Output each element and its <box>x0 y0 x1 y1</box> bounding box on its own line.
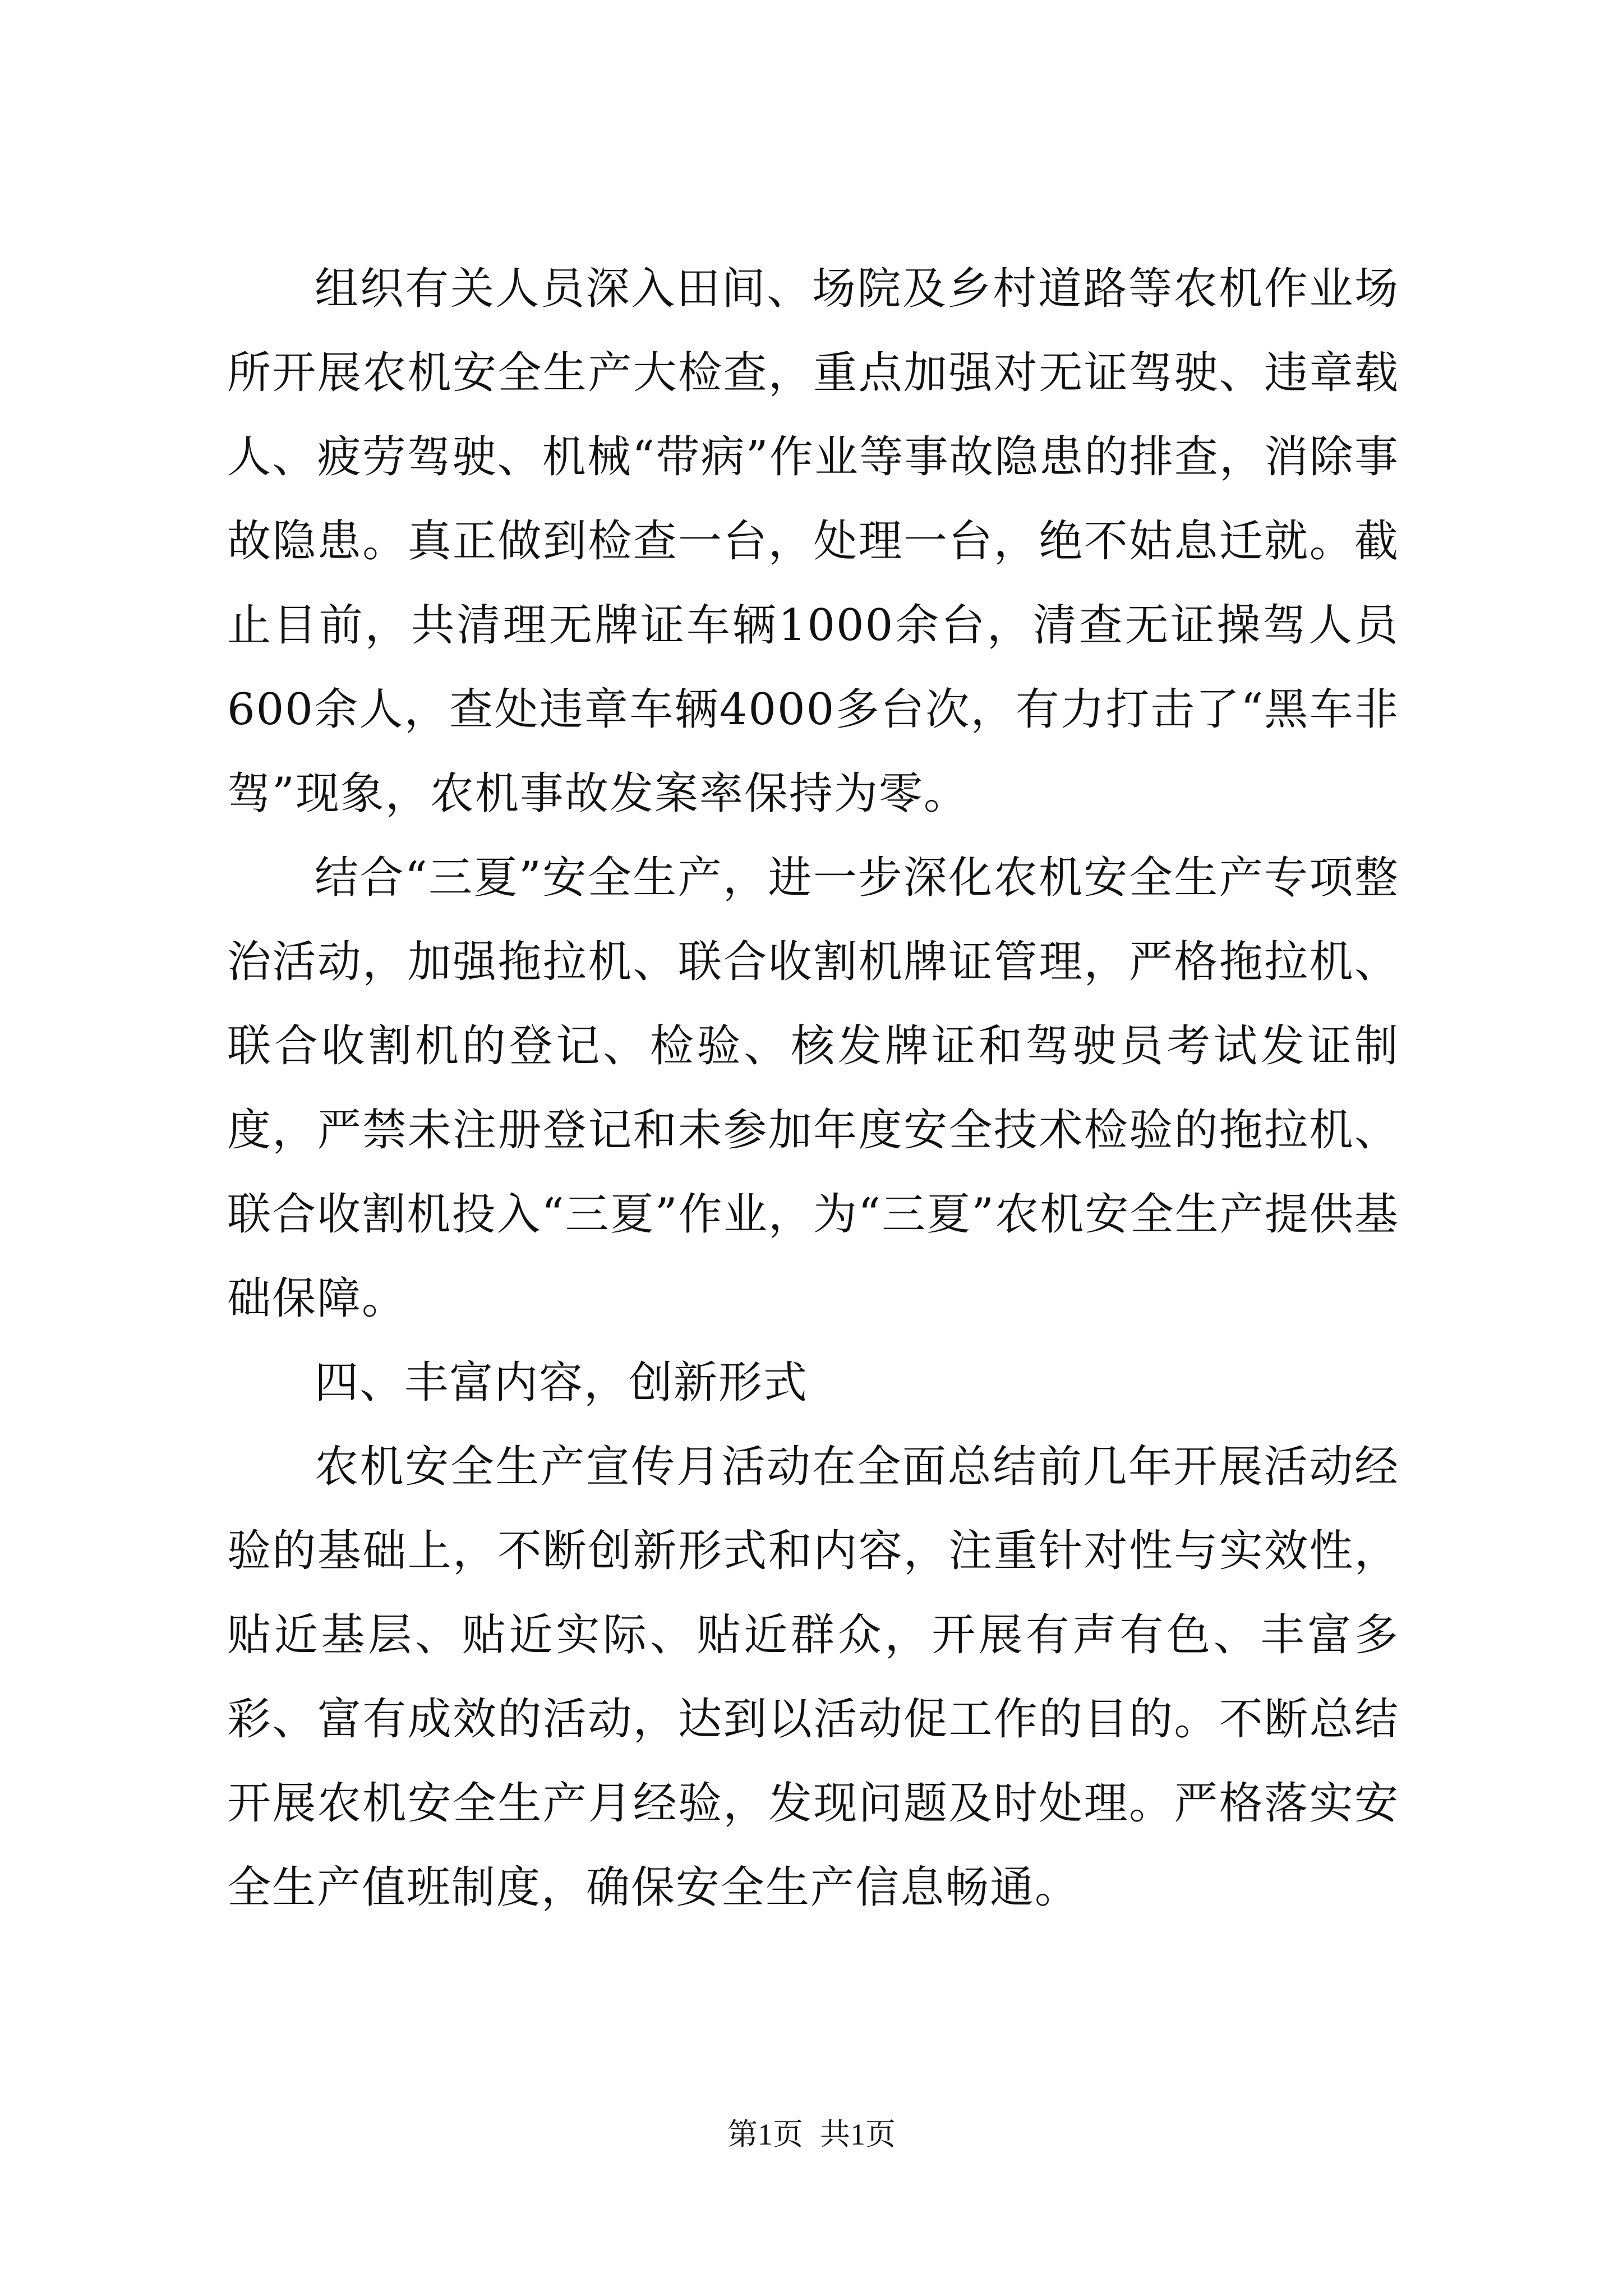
paragraph-inspection: 组织有关人员深入田间、场院及乡村道路等农机作业场所开展农机安全生产大检查，重点加强对无证驾驶、违章载人、疲劳驾驶、机械“带病”作业等事故隐患的排查，消除事故隐患。真正做到检查一台，处理一台，绝不姑息迁就。截止目前，共清理无牌证车辆1000余台，清查无证操驾人员600余人，查处违章车辆4000多台次，有力打击了“黑车非驾”现象，农机事故发案率保持为零。 <box>227 264 1399 819</box>
section-heading: 四、丰富内容，创新形式 <box>315 1358 809 1408</box>
page-number-current: 第1页 <box>727 2118 803 2151</box>
page-footer <box>0 2115 1623 2154</box>
paragraph-innovation: 农机安全生产宣传月活动在全面总结前几年开展活动经验的基础上，不断创新形式和内容，注重针对性与实效性，贴近基层、贴近实际、贴近群众，开展有声有色、丰富多彩、富有成效的活动，达到以活动促工作的目的。不断总结开展农机安全生产月经验，发现问题及时处理。严格落实安全生产值班制度，确保安全生产信息畅通。 <box>227 1442 1399 1913</box>
page-number-total: 共1页 <box>820 2118 896 2151</box>
paragraph-sanxia: 结合“三夏”安全生产，进一步深化农机安全生产专项整治活动，加强拖拉机、联合收割机牌证管理，严格拖拉机、联合收割机的登记、检验、核发牌证和驾驶员考试发证制度，严禁未注册登记和未参加年度安全技术检验的拖拉机、联合收割机投入“三夏”作业，为“三夏”农机安全生产提供基础保障。 <box>227 853 1399 1324</box>
document-body <box>227 247 1399 1930</box>
